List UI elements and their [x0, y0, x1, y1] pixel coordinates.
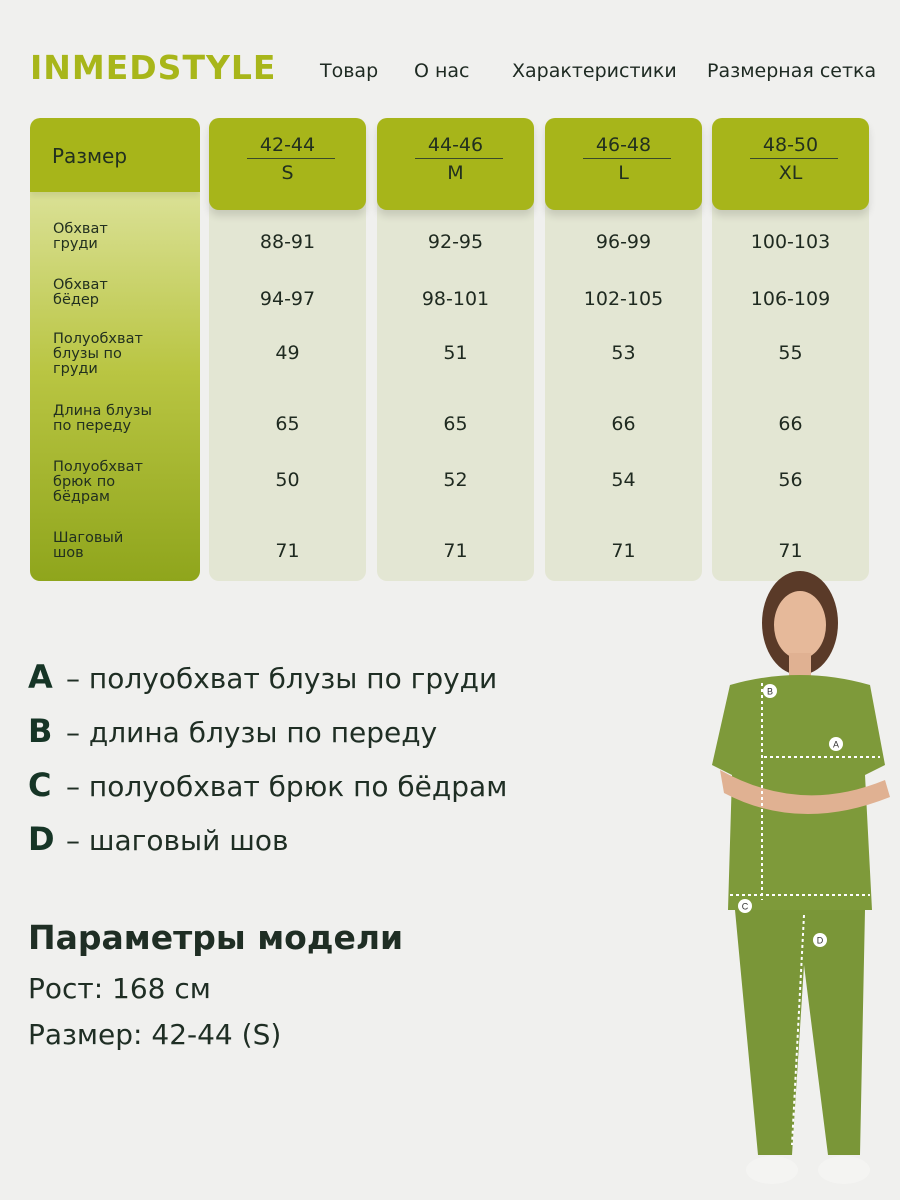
shoe-left: [746, 1156, 798, 1184]
size-range: 44-46: [427, 134, 484, 156]
cell-value: 65: [443, 413, 468, 435]
marker-c-icon: [738, 899, 752, 913]
marker-b-icon: [763, 684, 777, 698]
cell-value: 56: [778, 469, 803, 491]
size-column-header: [712, 118, 869, 210]
cell-value: 106-109: [750, 288, 831, 310]
divider: [583, 158, 671, 159]
size-range: 48-50: [762, 134, 819, 156]
marker-d-icon: [813, 933, 827, 947]
nav-item-about[interactable]: О нас: [414, 60, 470, 82]
nav-item-characteristics[interactable]: Характеристики: [512, 60, 677, 82]
cell-value: 51: [443, 342, 468, 364]
size-column-header: [545, 118, 702, 210]
marker-a-icon: [829, 737, 843, 751]
cell-value: 54: [611, 469, 636, 491]
row-label-trousers-half-hips: Полуобхват брюк по бёдрам: [53, 459, 143, 505]
face-shape: [774, 591, 826, 659]
legend-item-b: B – длина блузы по переду: [28, 712, 438, 750]
legend-item-a: A – полуобхват блузы по груди: [28, 658, 498, 696]
trousers-shape: [735, 910, 865, 1155]
nav-item-product[interactable]: Товар: [320, 60, 379, 82]
cell-value: 94-97: [259, 288, 316, 310]
cell-value: 71: [443, 540, 468, 562]
svg-text:B: B: [766, 686, 774, 697]
size-column-s: [209, 118, 366, 581]
row-label-hips: Обхват бёдер: [53, 277, 108, 308]
divider: [750, 158, 838, 159]
size-letter: L: [618, 162, 629, 184]
row-label-blouse-half-chest: Полуобхват блузы по груди: [53, 331, 143, 377]
cell-value: 98-101: [421, 288, 490, 310]
model-params-title: Параметры модели: [28, 918, 404, 957]
svg-text:C: C: [741, 901, 749, 912]
size-header-label: Размер: [52, 144, 128, 168]
svg-text:A: A: [832, 739, 840, 750]
cell-value: 100-103: [750, 231, 831, 253]
brand-logo[interactable]: INMEDSTYLE: [30, 48, 277, 87]
divider: [415, 158, 503, 159]
model-height: Рост: 168 см: [28, 972, 211, 1005]
cell-value: 65: [275, 413, 300, 435]
model-photo: [700, 565, 900, 1200]
legend-item-c: C – полуобхват брюк по бёдрам: [28, 766, 508, 804]
cell-value: 53: [611, 342, 636, 364]
cell-value: 88-91: [259, 231, 316, 253]
size-column-l: [545, 118, 702, 581]
cell-value: 71: [275, 540, 300, 562]
cell-value: 49: [275, 342, 300, 364]
size-range: 46-48: [595, 134, 652, 156]
size-column-xl: [712, 118, 869, 581]
divider: [247, 158, 335, 159]
size-header-cell: [30, 118, 200, 192]
row-label-blouse-length: Длина блузы по переду: [53, 403, 152, 434]
cell-value: 52: [443, 469, 468, 491]
cell-value: 66: [778, 413, 803, 435]
size-letter: S: [281, 162, 294, 184]
row-labels-column: [30, 118, 200, 581]
svg-text:D: D: [816, 935, 824, 946]
row-label-inseam: Шаговый шов: [53, 530, 124, 561]
size-column-m: [377, 118, 534, 581]
cell-value: 55: [778, 342, 803, 364]
size-range: 42-44: [259, 134, 316, 156]
size-column-header: [377, 118, 534, 210]
cell-value: 71: [778, 540, 803, 562]
cell-value: 50: [275, 469, 300, 491]
cell-value: 71: [611, 540, 636, 562]
shoe-right: [818, 1156, 870, 1184]
row-label-chest: Обхват груди: [53, 221, 108, 252]
cell-value: 96-99: [595, 231, 652, 253]
legend-item-d: D – шаговый шов: [28, 820, 289, 858]
model-size: Размер: 42-44 (S): [28, 1018, 282, 1051]
cell-value: 66: [611, 413, 636, 435]
size-letter: XL: [778, 162, 803, 184]
size-letter: M: [447, 162, 464, 184]
cell-value: 102-105: [583, 288, 664, 310]
size-column-header: [209, 118, 366, 210]
cell-value: 92-95: [427, 231, 484, 253]
nav-item-size-chart[interactable]: Размерная сетка: [707, 60, 877, 82]
